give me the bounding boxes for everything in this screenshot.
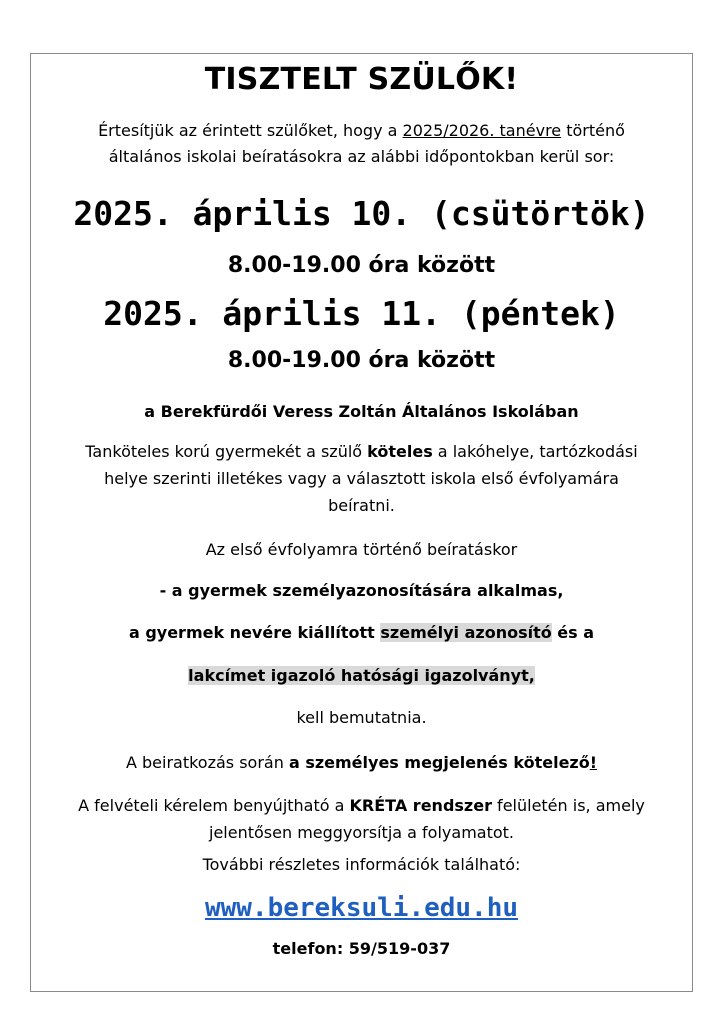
time-2: 8.00-19.00 óra között: [227, 348, 496, 373]
website-row: [30, 893, 693, 923]
phone-number: telefon: 59/519-037: [272, 939, 451, 958]
highlight-id: személyi azonosító: [380, 623, 552, 642]
presence-line: [30, 751, 693, 775]
more-info: További részletes információk található:: [202, 855, 521, 874]
kreta-line-2: jelentősen meggyorsítja a folyamatot.: [209, 823, 514, 842]
presence-text: A beiratkozás során: [125, 753, 289, 772]
requirements-intro: Az első évfolyamra történő beíratáskor: [205, 540, 518, 559]
requirement-item-3: [30, 664, 693, 688]
presence-bold: a személyes megjelenés kötelező: [288, 753, 590, 772]
intro-text-end: történő: [561, 121, 625, 140]
obligation-text-end: a lakóhelye, tartózkodási: [432, 442, 638, 461]
requirement-item-1: - a gyermek személyazonosítására alkalmas,: [159, 581, 564, 600]
website-link[interactable]: www.bereksuli.edu.hu: [204, 893, 519, 923]
intro-line-1: [30, 120, 693, 142]
time-1: 8.00-19.00 óra között: [227, 253, 496, 278]
school-year: 2025/2026. tanévre: [402, 121, 562, 140]
page-title: TISZTELT SZÜLŐK!: [204, 62, 519, 97]
intro-text: Értesítjük az érintett szülőket, hogy a: [98, 121, 403, 140]
obligation-line-1: [30, 440, 693, 464]
date-1: 2025. április 10. (csütörtök): [73, 194, 650, 233]
kreta-line-1: [30, 794, 693, 818]
date-2: 2025. április 11. (péntek): [103, 294, 620, 333]
school-name: a Berekfürdői Veress Zoltán Általános Iskolában: [144, 402, 579, 421]
obligation-bold: köteles: [367, 442, 433, 461]
kreta-text-end: felületén is, amely: [491, 796, 645, 815]
highlight-address: lakcímet igazoló hatósági igazolványt,: [188, 666, 535, 685]
obligation-text: Tanköteles korú gyermekét a szülő: [85, 442, 368, 461]
intro-line-2: általános iskolai beíratásokra az alábbi időpontokban kerül sor:: [108, 147, 615, 166]
requirement-text: a gyermek nevére kiállított: [128, 623, 381, 642]
obligation-line-3: beíratni.: [328, 496, 395, 515]
obligation-line-2: helye szerinti illetékes vagy a választott iskola első évfolyamára: [104, 469, 619, 488]
requirement-item-2: [30, 621, 693, 645]
requirement-text-end: és a: [551, 623, 595, 642]
presence-exclamation: !: [589, 753, 598, 772]
kreta-text: A felvételi kérelem benyújtható a: [78, 796, 350, 815]
requirements-outro: kell bemutatnia.: [296, 708, 427, 727]
kreta-bold: KRÉTA rendszer: [349, 796, 492, 815]
